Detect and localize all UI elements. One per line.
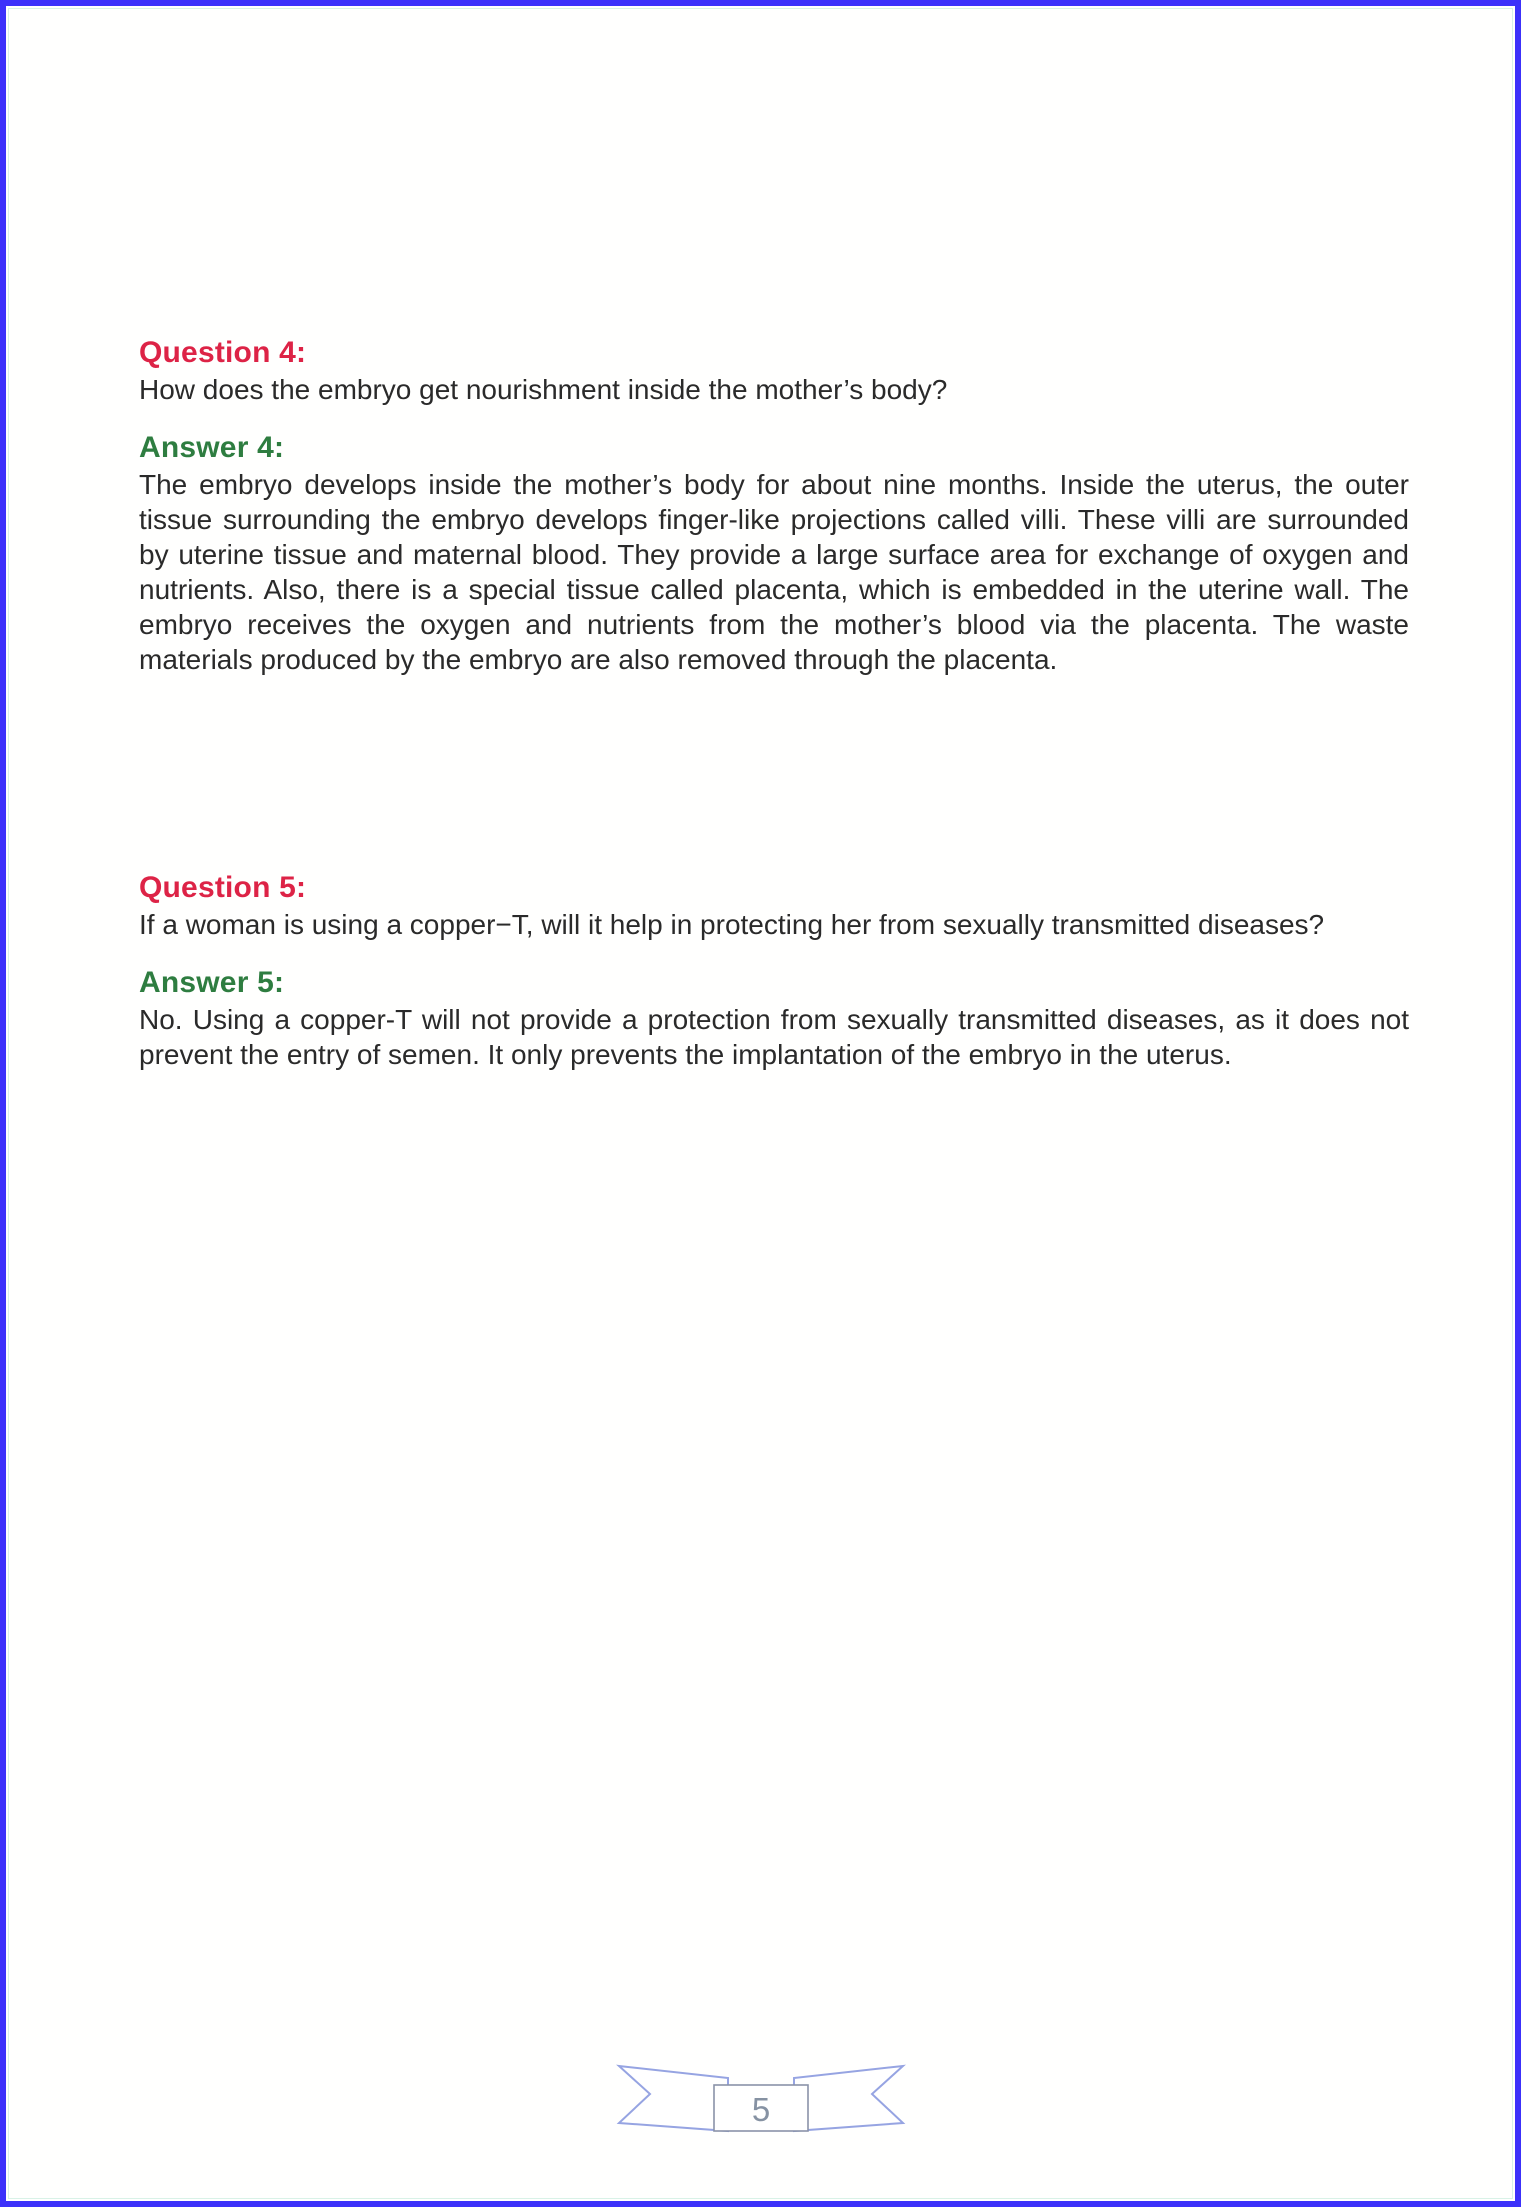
answer-4-text: The embryo develops inside the mother’s body for about nine months. Inside the uterus, the outer tissue surrounding the embryo develops finger-like projections called villi. These villi are surrounded by uterine tissue and maternal blood. They provide a large surface area for exchange of oxygen and nutrients. Also, there is a special tissue called placenta, which is embedded in the uterine wall. The embryo receives the oxygen and nutrients from the mother’s blood via the placenta. The waste materials produced by the embryo are also removed through the placenta. (139, 469, 1409, 675)
question-4-text: How does the embryo get nourishment inside the mother’s body? (139, 374, 948, 405)
page-number: 5 (751, 2091, 770, 2128)
answer-4-heading: Answer 4: (139, 431, 285, 464)
page-content (139, 334, 1409, 1072)
ribbon-banner-icon (616, 2061, 906, 2139)
question-5-heading: Question 5: (139, 871, 307, 904)
ribbon-left-flag-icon (619, 2066, 728, 2131)
question-5-text: If a woman is using a copper−T, will it help in protecting her from sexually transmitted diseases? (139, 909, 1325, 940)
qa-block-question-4 (139, 334, 1409, 677)
page-footer (6, 2061, 1515, 2139)
answer-5-text: No. Using a copper-T will not provide a protection from sexually transmitted diseases, as it does not prevent the entry of semen. It only prevents the implantation of the embryo in the uterus. (139, 1004, 1409, 1070)
qa-block-question-5 (139, 869, 1409, 1072)
answer-5-heading: Answer 5: (139, 966, 285, 999)
question-4-heading: Question 4: (139, 336, 307, 369)
ribbon-right-flag-icon (794, 2066, 903, 2131)
